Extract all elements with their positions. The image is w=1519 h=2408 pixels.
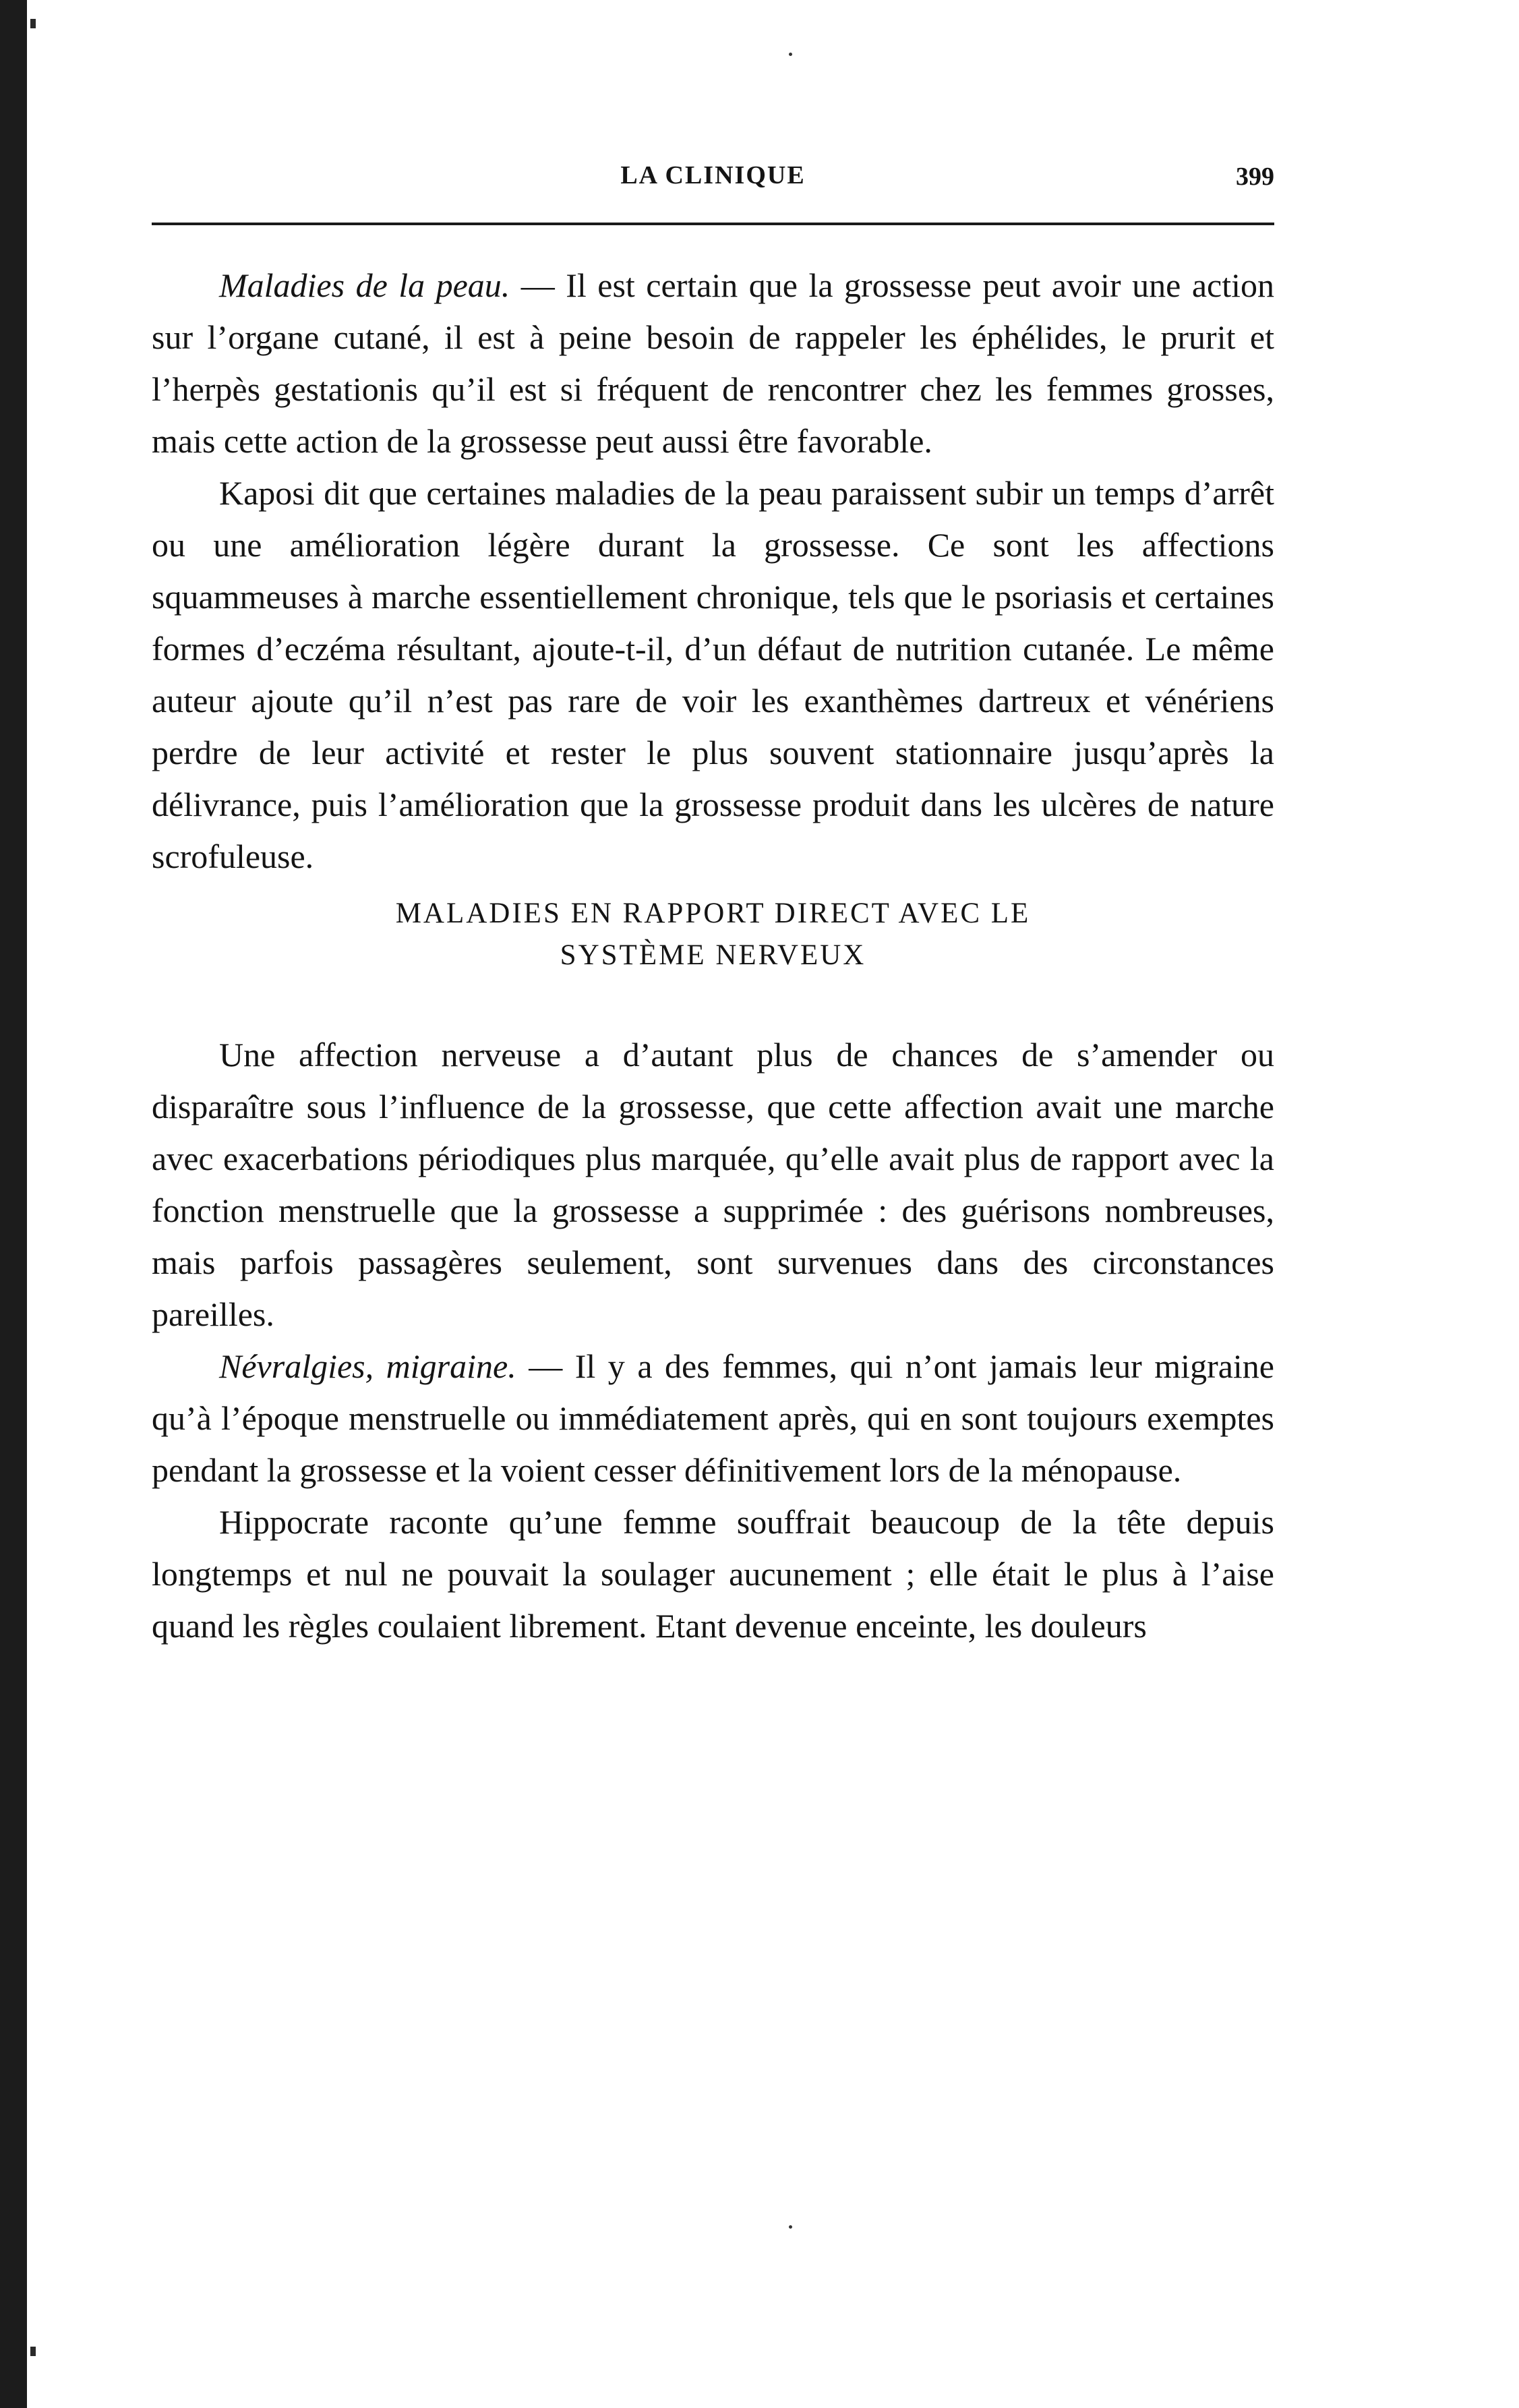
paragraph-text: — Il est certain que la grossesse peut avoir une action sur l’organe cutané, il est à peine besoin de rappeler les éphélides, le prurit et l’herpès gestationis qu’il est si fréquent de rencontrer chez les femmes grosses, mais cette action de la grossesse peut aussi être favorable. <box>152 266 1274 460</box>
running-header <box>152 160 1274 201</box>
paragraph-affection-nerveuse <box>152 1029 1274 1341</box>
section-heading <box>152 893 1274 976</box>
running-title: LA CLINIQUE <box>620 161 806 189</box>
book-page <box>152 0 1274 2408</box>
paragraph-maladies-peau <box>152 260 1274 467</box>
paragraph-text: Kaposi dit que certaines maladies de la peau paraissent subir un temps d’arrêt ou une amélioration légère durant la grossesse. Ce sont les affections squammeuses à marche essentiellement chronique, tels que le psoriasis et certaines formes d’eczéma résultant, ajoute-t-il, d’un défaut de nutrition cutanée. Le même auteur ajoute qu’il n’est pas rare de voir les exanthèmes dartreux et vénériens perdre de leur activité et rester le plus souvent stationnaire jusqu’après la délivrance, puis l’amélioration que la grossesse produit dans les ulcères de nature scrofuleuse. <box>152 474 1274 875</box>
section-heading-line: SYSTÈME NERVEUX <box>560 939 866 971</box>
paragraph-text: Une affection nerveuse a d’autant plus de chances de s’amender ou disparaître sous l’influence de la grossesse, que cette affection avait une marche avec exacerbations périodiques plus marquée, qu’elle avait plus de rapport avec la fonction menstruelle que la grossesse a supprimée : des guérisons nombreuses, mais parfois passagères seulement, sont survenues dans des circonstances pareilles. <box>152 1036 1274 1333</box>
binding-shadow <box>0 0 27 2408</box>
scan-speck <box>30 19 36 28</box>
paragraph-lead-italic: Névralgies, migraine. <box>219 1347 516 1385</box>
paragraph-kaposi <box>152 467 1274 883</box>
paragraph-nevralgies <box>152 1341 1274 1496</box>
page-number: 399 <box>1236 163 1274 191</box>
paragraph-hippocrate <box>152 1496 1274 1652</box>
paragraph-text: Hippocrate raconte qu’une femme souffrait beaucoup de la tête depuis longtemps et nul ne pouvait la soulager aucunement ; elle était le plus à l’aise quand les règles coulaient librement. Etant devenue enceinte, les douleurs <box>152 1503 1274 1645</box>
body-text <box>152 260 1274 1652</box>
scan-speck <box>30 2347 36 2356</box>
header-rule <box>152 223 1274 225</box>
section-heading-line: MALADIES EN RAPPORT DIRECT AVEC LE <box>395 898 1031 929</box>
paragraph-lead-italic: Maladies de la peau. <box>219 266 510 304</box>
paragraph-text: — Il y a des femmes, qui n’ont jamais leur migraine qu’à l’époque menstruelle ou immédiatement après, qui en sont toujours exemptes pendant la grossesse et la voient cesser définitivement lors de la ménopause. <box>152 1347 1275 1489</box>
